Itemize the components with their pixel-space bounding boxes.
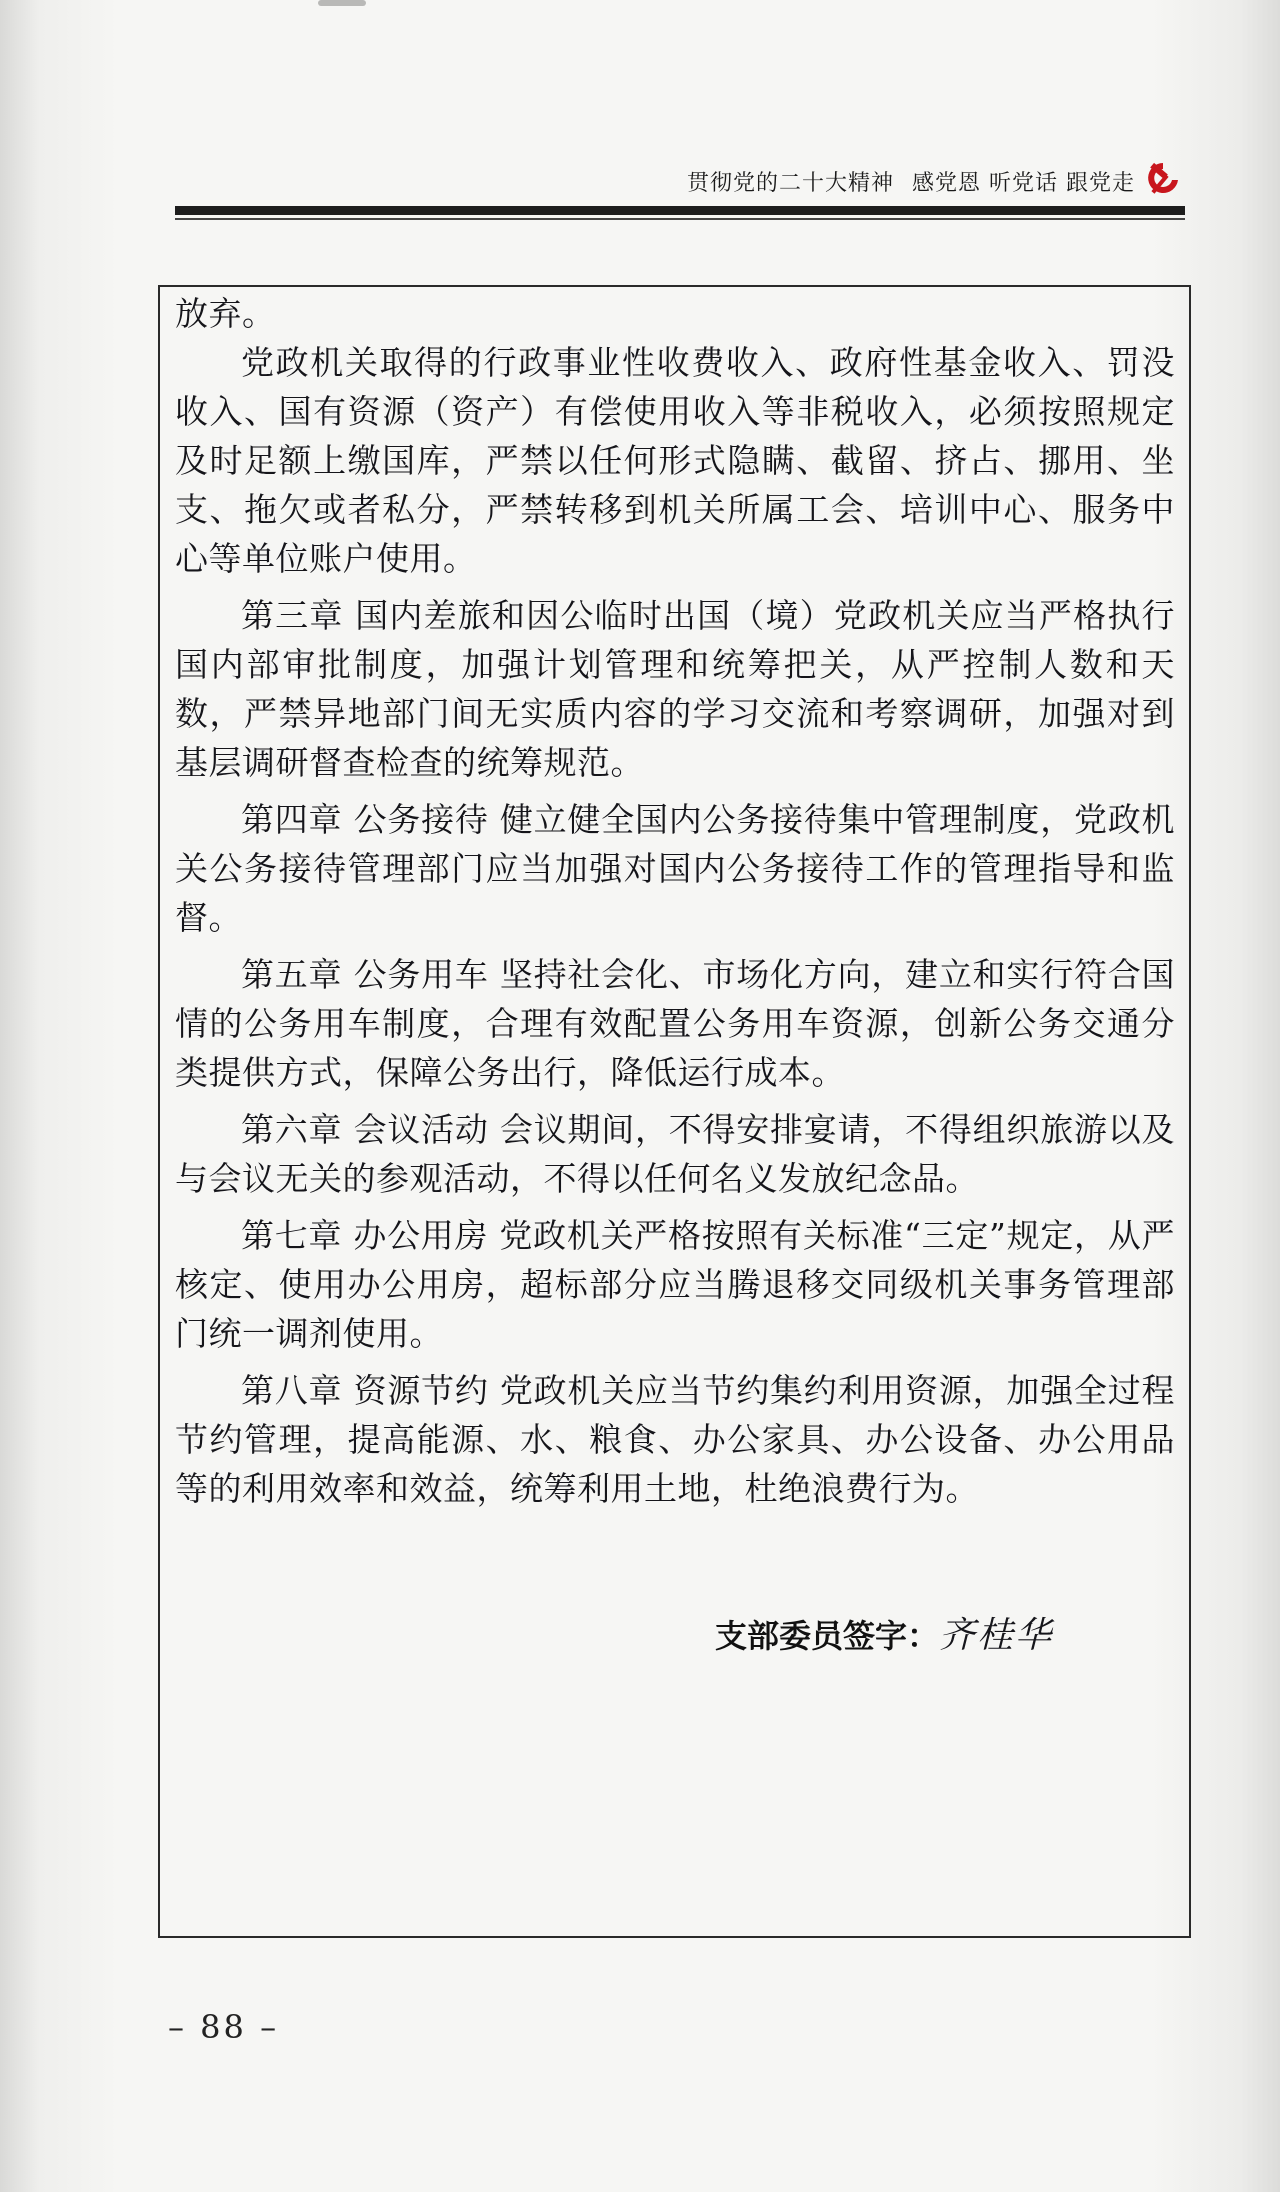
- header-rule: [175, 206, 1185, 215]
- signature-line: [715, 1607, 1053, 1658]
- paragraph-chapter-8: 第八章 资源节约 党政机关应当节约集约利用资源，加强全过程节约管理，提高能源、水、粮食、办公家具、办公设备、办公用品等的利用效率和效益，统筹利用土地，杜绝浪费行为。: [175, 1371, 1175, 1508]
- paragraph-chapter-6: 第六章 会议活动 会议期间，不得安排宴请，不得组织旅游以及与会议无关的参观活动，不得以任何名义发放纪念品。: [175, 1110, 1175, 1198]
- header-slogan-second: 感党恩 听党话 跟党走: [912, 171, 1135, 196]
- header-slogan: [687, 166, 1135, 197]
- paragraph-chapter-4: 第四章 公务接待 健立健全国内公务接待集中管理制度，党政机关公务接待管理部门应当加强对国内公务接待工作的管理指导和监督。: [175, 800, 1175, 937]
- page-number: – 88 –: [168, 2008, 280, 2046]
- header-slogan-main: 贯彻党的二十大精神: [686, 171, 894, 196]
- hammer-and-sickle-icon: [1141, 158, 1185, 202]
- paragraph-chapter-5: 第五章 公务用车 坚持社会化、市场化方向，建立和实行符合国情的公务用车制度，合理有效配置公务用车资源，创新公务交通分类提供方式，保障公务出行，降低运行成本。: [175, 955, 1175, 1092]
- page-header: [175, 150, 1185, 220]
- handwritten-text: [175, 289, 1175, 1513]
- signature-name: 齐桂华: [939, 1615, 1054, 1656]
- signature-label: 支部委员签字：: [715, 1617, 940, 1655]
- paragraph-chapter-3: 第三章 国内差旅和因公临时出国（境）党政机关应当严格执行国内部审批制度，加强计划管理和统筹把关，从严控制人数和天数，严禁异地部门间无实质内容的学习交流和考察调研，加强对到基层调研督查检查的统筹规范。: [175, 596, 1175, 782]
- scan-artifact: [318, 0, 366, 6]
- paragraph-continuation: 放弃。: [175, 294, 276, 333]
- handwritten-content-box: [158, 285, 1191, 1938]
- paragraph-non-tax-revenue: 党政机关取得的行政事业性收费收入、政府性基金收入、罚没收入、国有资源（资产）有偿使用收入等非税收入，必须按照规定及时足额上缴国库，严禁以任何形式隐瞒、截留、挤占、挪用、坐支、拖欠或者私分，严禁转移到机关所属工会、培训中心、服务中心等单位账户使用。: [175, 343, 1175, 578]
- paragraph-chapter-7: 第七章 办公用房 党政机关严格按照有关标准“三定”规定，从严核定、使用办公用房，超标部分应当腾退移交同级机关事务管理部门统一调剂使用。: [175, 1216, 1175, 1353]
